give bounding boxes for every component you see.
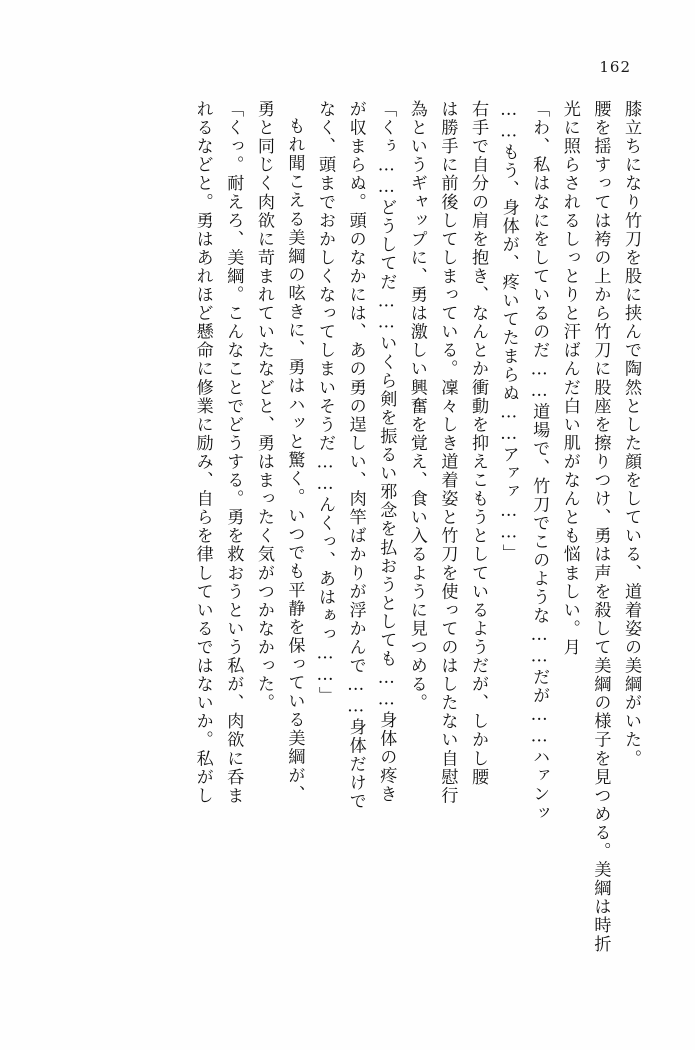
page-number: 162 [599,58,631,76]
text-line: 為というギャップに、勇は激しい興奮を覚え、食い入るように見つめる。 [406,100,427,713]
text-line: が収まらぬ。頭のなかには、あの勇の逞しい、肉竿ばかりが浮かんで……身体だけで [345,100,366,811]
text-line: もれ聞こえる美綱の呟きに、勇はハッと驚く。いつでも平静を保っている美綱が、 [284,117,305,804]
text-line: なく、頭までおかしくなってしまいそうだ……んくっ、あはぁっ……」 [315,100,336,706]
text-line: 右手で自分の肩を抱き、なんとか衝動を抑えこもうとしているようだが、しかし腰 [468,100,489,787]
text-line: は勝手に前後してしまっている。凜々しき道着姿と竹刀を使ってのはしたない自慰行 [437,100,458,805]
text-line: 勇と同じく肉欲に苛まれていたなどと、勇はまったく気がつかなかった。 [253,100,274,713]
text-line: れるなどと。勇はあれほど懸命に修業に励み、自らを律しているではないか。私がし [192,100,213,805]
text-line: 「くぅ……どうしてだ……いくら剣を振るい邪念を払おうとしても……身体の疼き [376,100,397,804]
text-line: 膝立ちになり竹刀を股に挟んで陶然とした顔をしている、道着姿の美綱がいた。 [621,100,641,768]
vertical-text-body [56,100,639,960]
text-line: 腰を揺すっては袴の上から竹刀に股座を擦りつけ、勇は声を殺して美綱の様子を見つめる。美綱は時折 [590,100,611,954]
text-line: 光に照らされるしっとりと汗ばんだ白い肌がなんとも悩ましい。月 [559,100,580,657]
text-line: 「わ、私はなにをしているのだ……道場で、竹刀でこのような……だが……ハァンッ [529,100,550,823]
text-line: ……もう、身体が、疼いてたまらぬ……アァァ……」 [498,100,519,563]
text-line: 「くっ。耐えろ、美綱。こんなことでどうする。勇を救おうという私が、肉欲に呑ま [223,100,244,805]
